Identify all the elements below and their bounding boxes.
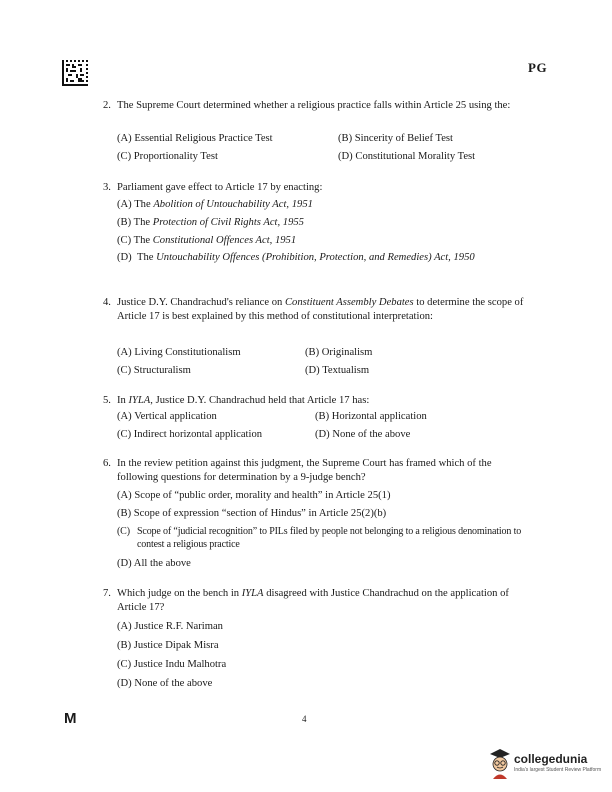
question-stem: The Supreme Court determined whether a religious practice falls within Article 25 using the: (117, 100, 511, 111)
paper-code: PG (528, 60, 548, 75)
option-a[interactable]: (A) Living Constitutionalism (117, 347, 241, 358)
question-2 (103, 99, 533, 113)
mascot-icon (488, 748, 512, 780)
option-d[interactable]: (D) All the above (117, 558, 191, 569)
option-c[interactable]: (C) Structuralism (117, 365, 191, 376)
question-6 (103, 457, 533, 485)
option-d[interactable]: (D) None of the above (117, 678, 213, 689)
option-b[interactable]: (B) Horizontal application (315, 411, 427, 422)
question-number: 7. (103, 588, 111, 599)
option-a[interactable]: (A) The Abolition of Untouchability Act, 1951 (117, 199, 313, 210)
option-a[interactable]: (A) Justice R.F. Nariman (117, 621, 223, 632)
option-d[interactable]: (D) The Untouchability Offences (Prohibition, Protection, and Remedies) Act, 1950 (117, 252, 475, 263)
question-stem: Which judge on the bench in IYLA disagreed with Justice Chandrachud on the application of Article 17? (117, 588, 509, 613)
option-b[interactable]: (B) The Protection of Civil Rights Act, 1955 (117, 217, 304, 228)
question-number: 4. (103, 297, 111, 308)
option-c[interactable]: (C) Justice Indu Malhotra (117, 659, 227, 670)
question-number: 2. (103, 100, 111, 111)
question-number: 5. (103, 395, 111, 406)
question-number: 3. (103, 182, 111, 193)
option-c[interactable]: (C) Indirect horizontal application (117, 429, 263, 440)
series-label: M (64, 710, 77, 727)
question-stem: In IYLA, Justice D.Y. Chandrachud held that Article 17 has: (117, 395, 370, 406)
question-number: 6. (103, 458, 111, 469)
option-b[interactable]: (B) Sincerity of Belief Test (338, 133, 453, 144)
question-5 (103, 394, 533, 408)
question-4 (103, 296, 533, 324)
option-d[interactable]: (D) Constitutional Morality Test (338, 151, 476, 162)
option-b[interactable]: (B) Scope of expression “section of Hindus” in Article 25(2)(b) (117, 508, 387, 519)
option-a[interactable]: (A) Scope of “public order, morality and health” in Article 25(1) (117, 490, 391, 501)
option-c[interactable]: (C) The Constitutional Offences Act, 1951 (117, 235, 297, 246)
collegedunia-logo[interactable] (486, 742, 608, 786)
option-b[interactable]: (B) Originalism (305, 347, 373, 358)
question-stem: Parliament gave effect to Article 17 by enacting: (117, 182, 323, 193)
option-d[interactable]: (D) None of the above (315, 429, 411, 440)
page-number: 4 (302, 714, 307, 724)
option-a[interactable]: (A) Vertical application (117, 411, 217, 422)
logo-brand: collegedunia (514, 752, 588, 766)
question-7 (103, 587, 533, 615)
option-c[interactable]: (C) Scope of “judicial recognition” to PILs filed by people not belonging to a religious denomination to contest a religious practice (117, 526, 522, 550)
logo-tagline: India's largest Student Review Platform (514, 767, 602, 773)
option-a[interactable]: (A) Essential Religious Practice Test (117, 133, 273, 144)
option-b[interactable]: (B) Justice Dipak Misra (117, 640, 219, 651)
question-stem: Justice D.Y. Chandrachud's reliance on Constituent Assembly Debates to determine the scope of Article 17 is best explained by this method of constitutional interpretation: (117, 297, 524, 322)
option-c[interactable]: (C) Proportionality Test (117, 151, 218, 162)
question-stem: In the review petition against this judgment, the Supreme Court has framed which of the following questions for determination by a 9-judge bench? (117, 458, 492, 483)
question-3 (103, 181, 533, 195)
option-d[interactable]: (D) Textualism (305, 365, 370, 376)
datamatrix-code (62, 60, 88, 86)
